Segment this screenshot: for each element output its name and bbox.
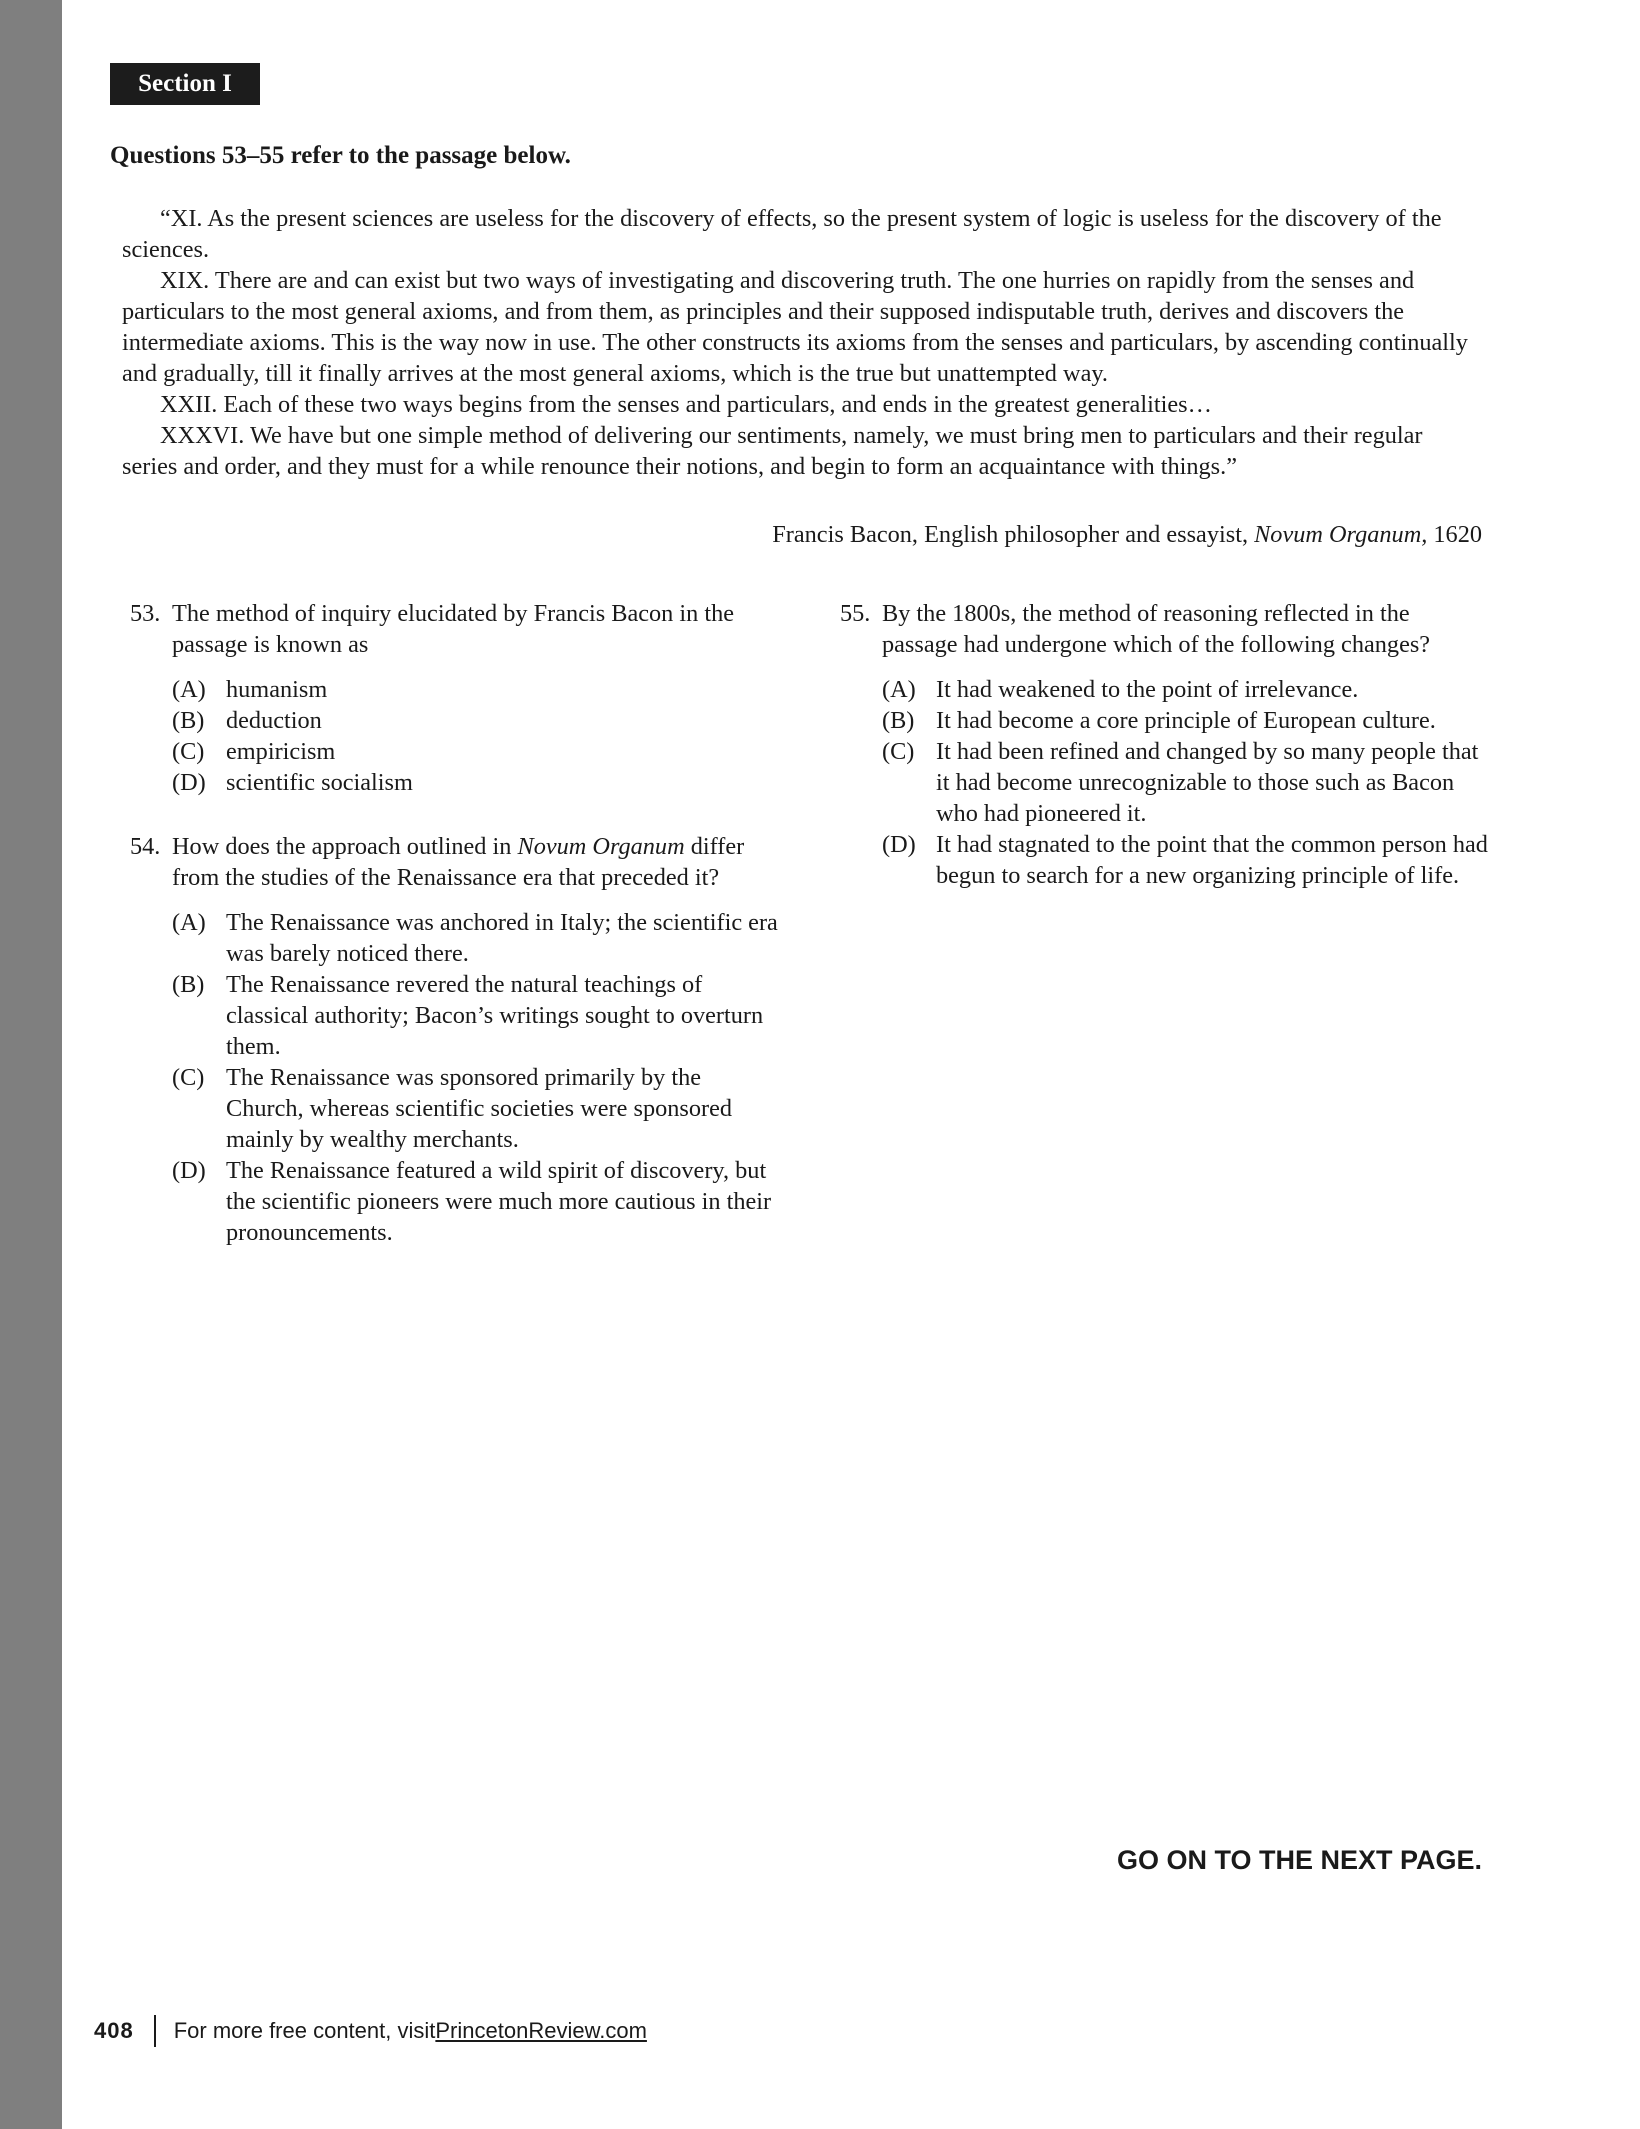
answer-choice-b[interactable] bbox=[172, 705, 780, 736]
choice-letter: (C) bbox=[172, 738, 205, 765]
choice-text: humanism bbox=[226, 676, 328, 703]
choice-text: The Renaissance featured a wild spirit of discovery, but the scientific pioneers were much more cautious in their pronouncements. bbox=[226, 1157, 772, 1246]
choice-letter: (D) bbox=[172, 1157, 206, 1184]
go-on-notice: GO ON TO THE NEXT PAGE. bbox=[1116, 1845, 1482, 1875]
answer-choice-d[interactable] bbox=[172, 1155, 780, 1248]
left-column bbox=[130, 598, 780, 1281]
answer-choices bbox=[172, 907, 780, 1248]
question-number: 54. bbox=[130, 833, 161, 860]
question-stem bbox=[130, 831, 780, 893]
choice-text: empiricism bbox=[226, 738, 336, 765]
footer-divider bbox=[154, 2015, 156, 2047]
choice-letter: (B) bbox=[172, 707, 205, 734]
choice-text: It had stagnated to the point that the common person had begun to search for a new organizing principle of life. bbox=[936, 831, 1488, 889]
choice-letter: (C) bbox=[172, 1064, 205, 1091]
attribution-author: Francis Bacon, English philosopher and essayist, bbox=[772, 521, 1255, 548]
answer-choice-c[interactable] bbox=[882, 736, 1490, 829]
question-text-part: How does the approach outlined in bbox=[172, 833, 518, 860]
choice-letter: (D) bbox=[882, 831, 916, 858]
section-label: Section I bbox=[138, 70, 232, 97]
answer-choice-a[interactable] bbox=[882, 674, 1490, 705]
answer-choice-d[interactable] bbox=[172, 767, 780, 798]
choice-letter: (D) bbox=[172, 769, 206, 796]
choice-text: deduction bbox=[226, 707, 322, 734]
passage bbox=[122, 203, 1482, 482]
section-badge bbox=[110, 63, 260, 105]
question-stem bbox=[130, 598, 780, 660]
right-column bbox=[840, 598, 1490, 924]
question-text-italic: Novum Organum bbox=[517, 833, 685, 860]
answer-choice-c[interactable] bbox=[172, 736, 780, 767]
passage-heading: Questions 53–55 refer to the passage below. bbox=[110, 142, 571, 169]
answer-choice-c[interactable] bbox=[172, 1062, 780, 1155]
answer-choice-d[interactable] bbox=[882, 829, 1490, 891]
choice-letter: (B) bbox=[172, 971, 205, 998]
answer-choice-b[interactable] bbox=[172, 969, 780, 1062]
left-margin-bar bbox=[0, 0, 62, 2129]
answer-choices bbox=[172, 674, 780, 798]
choice-text: The Renaissance revered the natural teachings of classical authority; Bacon’s writings sought to overturn them. bbox=[226, 971, 764, 1060]
page-footer bbox=[94, 2014, 647, 2048]
choice-text: scientific socialism bbox=[226, 769, 413, 796]
choice-letter: (A) bbox=[172, 676, 206, 703]
choice-letter: (C) bbox=[882, 738, 915, 765]
attribution-work: Novum Organum, bbox=[1254, 521, 1428, 548]
question-text bbox=[172, 831, 780, 893]
choice-text: It had become a core principle of European culture. bbox=[936, 707, 1436, 734]
question-number: 55. bbox=[840, 600, 871, 627]
answer-choice-a[interactable] bbox=[172, 907, 780, 969]
passage-attribution bbox=[0, 519, 1482, 550]
question-text-part: By the 1800s, the method of reasoning reflected in the passage had undergone which of the following changes? bbox=[882, 600, 1431, 658]
answer-choice-b[interactable] bbox=[882, 705, 1490, 736]
question-53 bbox=[130, 598, 780, 798]
answer-choices bbox=[882, 674, 1490, 891]
passage-paragraph: XXXVI. We have but one simple method of delivering our sentiments, namely, we must bring men to particulars and their regular series and order, and they must for a while renounce their notions, and begin to form an acquaintance with things.” bbox=[122, 422, 1423, 480]
choice-text: The Renaissance was sponsored primarily by the Church, whereas scientific societies were sponsored mainly by wealthy merchants. bbox=[226, 1064, 733, 1153]
question-55 bbox=[840, 598, 1490, 891]
attribution-year: 1620 bbox=[1427, 521, 1482, 548]
question-text bbox=[172, 598, 780, 660]
choice-letter: (B) bbox=[882, 707, 915, 734]
passage-paragraph: XXII. Each of these two ways begins from the senses and particulars, and ends in the greatest generalities… bbox=[160, 391, 1212, 418]
question-number: 53. bbox=[130, 600, 161, 627]
passage-paragraph: XIX. There are and can exist but two ways of investigating and discovering truth. The one hurries on rapidly from the senses and particulars to the most general axioms, and from them, as principles and their supposed indisputable truth, derives and discovers the intermediate axioms. This is the way now in use. The other constructs its axioms from the senses and particulars, by ascending continually and gradually, till it finally arrives at the most general axioms, which is the true but unattempted way. bbox=[122, 267, 1468, 387]
passage-paragraph: “XI. As the present sciences are useless for the discovery of effects, so the present system of logic is useless for the discovery of the sciences. bbox=[122, 205, 1442, 263]
question-text bbox=[882, 598, 1490, 660]
choice-text: It had been refined and changed by so many people that it had become unrecognizable to those such as Bacon who had pioneered it. bbox=[936, 738, 1479, 827]
choice-letter: (A) bbox=[882, 676, 916, 703]
page-number: 408 bbox=[94, 2018, 134, 2043]
question-text-part: differ from the studies of the Renaissance era that preceded it? bbox=[172, 833, 745, 891]
choice-letter: (A) bbox=[172, 909, 206, 936]
question-text-part: The method of inquiry elucidated by Francis Bacon in the passage is known as bbox=[172, 600, 735, 658]
question-54 bbox=[130, 831, 780, 1248]
choice-text: The Renaissance was anchored in Italy; the scientific era was barely noticed there. bbox=[226, 909, 778, 967]
footer-link[interactable]: PrincetonReview.com bbox=[435, 2018, 647, 2043]
choice-text: It had weakened to the point of irrelevance. bbox=[936, 676, 1359, 703]
answer-choice-a[interactable] bbox=[172, 674, 780, 705]
footer-text: For more free content, visit bbox=[173, 2018, 436, 2043]
question-stem bbox=[840, 598, 1490, 660]
